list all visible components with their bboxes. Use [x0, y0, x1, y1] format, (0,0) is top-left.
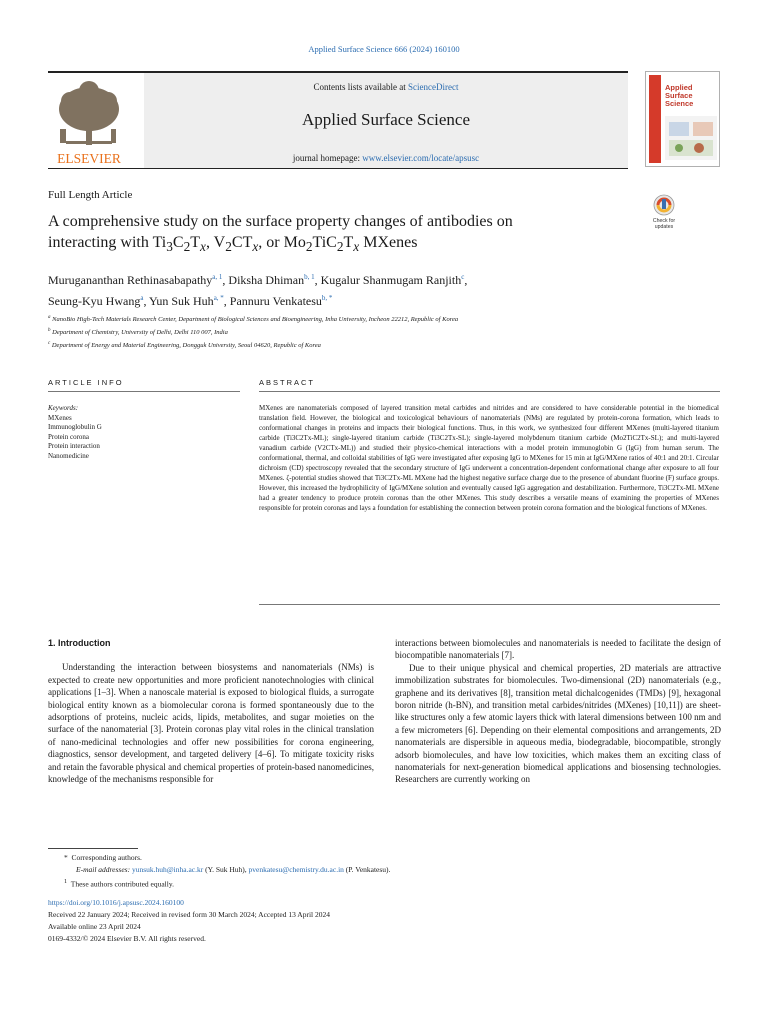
abstract-bottom-rule	[259, 604, 720, 605]
cover-title-line2: Surface Science	[665, 91, 694, 108]
available-online: Available online 23 April 2024	[48, 921, 141, 931]
cover-title-line1: Applied	[665, 83, 693, 92]
author[interactable]: Murugananthan Rethinasabapathy$^{a, 1}$	[48, 273, 223, 287]
title-line2-prefix: interacting with	[48, 234, 153, 251]
corresponding-note: * Corresponding authors.	[64, 853, 142, 862]
cover-artwork	[665, 116, 717, 160]
elsevier-logo	[48, 79, 130, 167]
author[interactable]: Diksha Dhiman$^{b, 1}$	[228, 273, 315, 287]
email-link[interactable]: yunsuk.huh@inha.ac.kr	[131, 865, 204, 874]
check-for-updates-icon[interactable]	[647, 193, 681, 229]
footnotes	[48, 852, 728, 945]
cover-red-bar	[649, 75, 661, 163]
affiliation: $^c$ Department of Energy and Material Engineering, Dongguk University, Seoul 04620, Republic of Korea	[48, 341, 321, 350]
abstract-rule	[259, 391, 720, 392]
mxene-1: $Ti_3C_2T_x$	[152, 234, 206, 255]
homepage-prefix: journal homepage:	[292, 153, 363, 163]
received-dates: Received 22 January 2024; Received in revised form 30 March 2024; Accepted 13 April 2024	[48, 909, 331, 919]
journal-title: Applied Surface Science	[301, 110, 471, 129]
affiliation: $^b$ Department of Chemistry, University of Delhi, Delhi 110 007, India	[48, 328, 228, 337]
contents-line	[144, 82, 628, 92]
author[interactable]: Yun Suk Huh$^{a, *}$	[149, 294, 224, 308]
mxene-2: $V_2CT_x$	[213, 234, 259, 255]
copyright: 0169-4332/© 2024 Elsevier B.V. All rights reserved.	[48, 933, 206, 943]
email-addresses: E-mail addresses: yunsuk.huh@inha.ac.kr (Y. Suk Huh), pvenkatesu@chemistry.du.ac.in (P. Venkatesu).	[76, 865, 391, 874]
paragraph: Due to their unique physical and chemical properties, 2D materials are attractive immobilization substrates for biomolecules. Two-dimensional (2D) nanomaterials (e.g., graphene and its derivatives [8], transition metal dichalcogenides (TMDs) [9], hexagonal boron nitride (h-BN), and transition metal carbides/nitrides (MXenes) [10,11]) are sheet-like structures only a few atomic layers thick with lateral dimensions between 100 nm and a few micrometers [6]. Depending on their elemental compositions and arrangements, 2D nanomaterials are dispersible in aqueous media, biodegradable, biocompatible, strongly adsorb biomolecules, and have low toxicities, which makes them an exciting class of nanomaterials for next-generation biomedical applications and biosensing technologies. Researchers are currently working on	[395, 662, 721, 785]
article-info-label: ARTICLE INFO	[48, 378, 124, 387]
email-link[interactable]: pvenkatesu@chemistry.du.ac.in	[248, 865, 344, 874]
author-list: Murugananthan Rethinasabapathy$^{a, 1}$, Diksha Dhiman$^{b, 1}$, Kugalur Shanmugam Ranjith$^c$, Seung-Kyu Hwang$^a$, Yun Suk Huh$^{a, *}$, Pannuru Venkatesu$^{b, *}$	[48, 273, 468, 308]
article-info-rule	[48, 391, 240, 392]
author[interactable]: Seung-Kyu Hwang$^a$	[48, 294, 144, 308]
masthead-center	[144, 73, 628, 168]
journal-reference[interactable]: Applied Surface Science 666 (2024) 160100	[308, 44, 460, 54]
affiliation: $^a$ NanoBio High-Tech Materials Research Center, Department of Biological Sciences and Bioengineering, Inha University, Incheon 22212, Republic of Korea	[48, 315, 459, 324]
article-type: Full Length Article	[48, 189, 133, 201]
keyword: Immunoglobulin G	[48, 423, 102, 431]
affiliations	[48, 312, 728, 351]
title-line1: A comprehensive study on the surface property changes of antibodies on	[48, 213, 513, 230]
keywords-block	[48, 404, 102, 461]
equal-contribution-note: $^1$ These authors contributed equally.	[64, 878, 174, 889]
keyword: Nanomedicine	[48, 451, 89, 460]
footnote-rule	[48, 848, 138, 849]
author[interactable]: Pannuru Venkatesu$^{b, *}$	[229, 294, 333, 308]
article-title: A comprehensive study on the surface property changes of antibodies on interacting with $Ti_3C_2T_x$, $V_2CT_x$, or $Mo_2TiC_2T_x$ MXenes	[48, 213, 513, 255]
cover-title	[665, 84, 719, 108]
body-column-left	[48, 637, 374, 785]
paragraph: Understanding the interaction between biosystems and nanomaterials (NMs) is expected to create new opportunities and more proficient nanotechnologies with clinical applications [1–3]. When a nanoscale material is exposed to biological fluids, a surrogate biological entity known as a biomolecular corona is formed spontaneously due to the adsorptions of proteins, nucleic acids, lipids, metabolites, and sugar moieties on the surface of the nanomaterial [3]. Protein coronas play vital roles in the clinical translation of nano-medicinal technologies and offer new possibilities for corona engineering, diagnostics, sensor development, and targeted delivery [4–6]. To mitigate toxicity risks and retain the favorable physical and chemical properties of protein-based nanomedicines, knowledge of the mechanisms responsible for	[48, 662, 374, 785]
mxene-3: $Mo_2TiC_2T_x$	[283, 234, 360, 255]
crossmark-line1: Check for	[652, 218, 676, 224]
crossmark-line2: updates	[654, 224, 674, 229]
section-heading: 1. Introduction	[48, 638, 111, 648]
journal-cover-thumbnail[interactable]	[645, 71, 720, 167]
body-column-right	[395, 637, 721, 786]
keyword: MXenes	[48, 413, 72, 422]
keyword: Protein interaction	[48, 442, 100, 450]
keyword: Protein corona	[48, 432, 90, 441]
doi-link[interactable]: https://doi.org/10.1016/j.apsusc.2024.160100	[48, 897, 184, 907]
abstract-text: MXenes are nanomaterials composed of layered transition metal carbides and nitrides and are considered to have considerable potential in the biomedical translation field. However, the biological and toxicological behaviours of nanomaterials (NMs) are regulated by protein-corona formation, which leads to conformational changes in proteins and impacts their biological functions. Thus, in this work, we synthesized four different MXenes (multi-layered titanium carbide (Ti3C2Tx-ML); single-layered titanium carbide (Ti3C2Tx-SL); single-layered molybdenum titanium carbide (Mo2TiC2Tx-SL); and multi-layered vanadium carbide (V2CTx-ML)) and studied their physico-chemical interactions with a model protein immunoglobin G (IgG) from human serum. The conformational, thermal, and colloidal stabilities of IgG were investigated after exposing IgG to MXenes for 15 min at IgG/MXene ratios of 40:1 and 20:1. Circular dichroism (CD) spectroscopy revealed that the secondary structure of IgG underwent a concentration-dependent conformational change after exposure to all four MXenes. ζ-potential studies showed that Ti3C2Tx-ML MXene had the highest negative surface charge due to the presence of abundant fluorine (F) surface groups. However, this increased the hydrophilicity of IgG/MXene solution and eventually caused IgG aggregation and destabilization. Furthermore, Ti3C2Tx-ML MXene had a greater tendency to produce protein coronas than the other MXenes. This study describes a versatile means of examining the properties of MXenes responsible for protein coronas and lays a foundation for establishing the connection between protein corona formation and the biological functions of MXenes.	[259, 404, 719, 512]
sciencedirect-link[interactable]: ScienceDirect	[408, 82, 459, 92]
journal-homepage-link[interactable]: www.elsevier.com/locate/apsusc	[362, 153, 480, 163]
abstract-label: ABSTRACT	[259, 378, 316, 387]
author[interactable]: Kugalur Shanmugam Ranjith$^c$	[320, 273, 465, 287]
keywords-label: Keywords:	[48, 404, 79, 412]
homepage-line	[144, 153, 628, 163]
journal-masthead	[48, 71, 628, 169]
paragraph: interactions between biomolecules and nanomaterials is needed to facilitate the design of biocompatible nanomaterials [7].	[395, 638, 721, 661]
contents-prefix: Contents lists available at	[313, 82, 408, 92]
publisher-name: ELSEVIER	[57, 151, 121, 166]
